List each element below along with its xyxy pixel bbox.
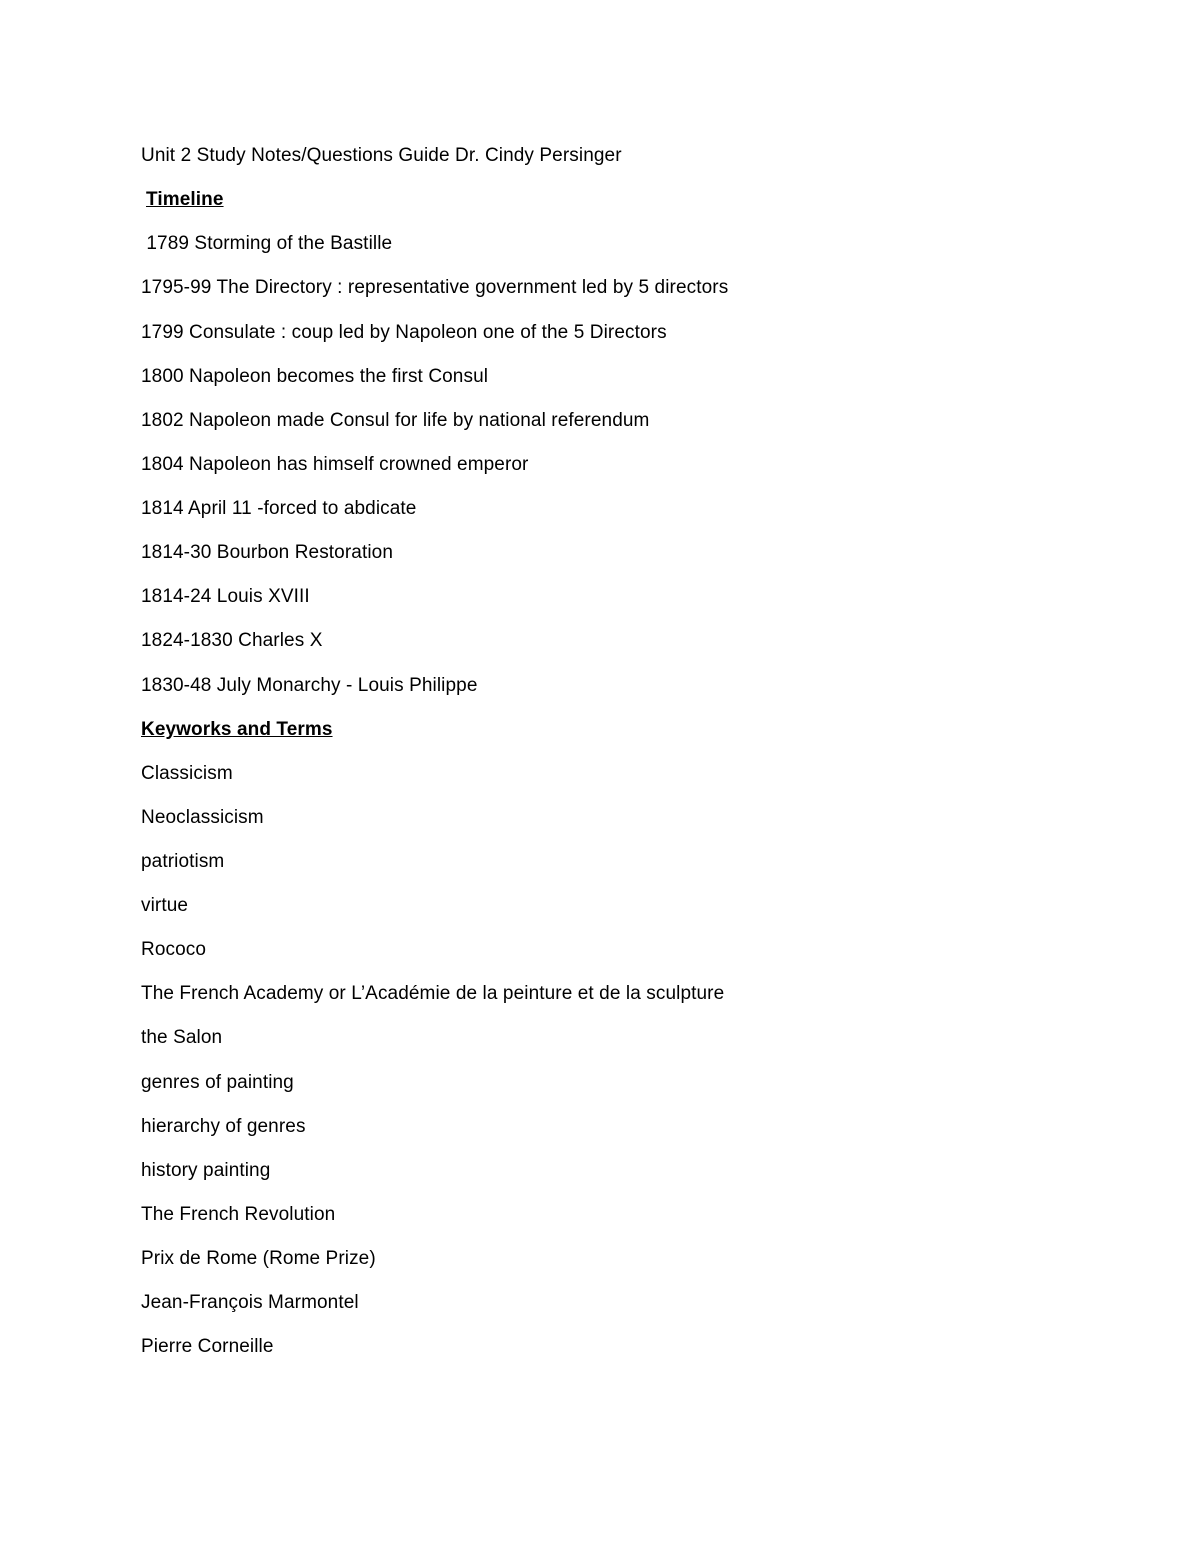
timeline-entry: 1804 Napoleon has himself crowned emperor <box>141 454 529 475</box>
keyword-item: history painting <box>141 1160 271 1181</box>
timeline-entry: 1814-24 Louis XVIII <box>141 586 310 607</box>
timeline-entry: 1814-30 Bourbon Restoration <box>141 542 393 563</box>
timeline-entry: 1799 Consulate : coup led by Napoleon one of the 5 Directors <box>141 322 667 343</box>
timeline-entry: 1802 Napoleon made Consul for life by national referendum <box>141 410 650 431</box>
keyword-item: Neoclassicism <box>141 807 264 828</box>
keyword-item: The French Academy or L’Académie de la peinture et de la sculpture <box>141 983 725 1004</box>
timeline-entry: 1789 Storming of the Bastille <box>141 233 393 254</box>
keyword-item: Jean-François Marmontel <box>141 1292 359 1313</box>
keyword-item: hierarchy of genres <box>141 1116 306 1137</box>
keyword-item: genres of painting <box>141 1072 294 1093</box>
document-title: Unit 2 Study Notes/Questions Guide Dr. Cindy Persinger <box>141 145 622 166</box>
keyword-item: the Salon <box>141 1027 223 1048</box>
timeline-entry: 1824-1830 Charles X <box>141 630 323 651</box>
timeline-entry: 1800 Napoleon becomes the first Consul <box>141 366 489 387</box>
keyword-item: Rococo <box>141 939 207 960</box>
timeline-entry: 1795-99 The Directory : representative government led by 5 directors <box>141 277 729 298</box>
keyword-item: Prix de Rome (Rome Prize) <box>141 1248 376 1269</box>
keyword-item: patriotism <box>141 851 225 872</box>
timeline-entry: 1814 April 11 -forced to abdicate <box>141 498 417 519</box>
keyword-item: The French Revolution <box>141 1204 336 1225</box>
timeline-entry: 1830-48 July Monarchy - Louis Philippe <box>141 675 478 696</box>
keyword-item: virtue <box>141 895 189 916</box>
timeline-heading: Timeline <box>146 189 224 210</box>
keyword-item: Classicism <box>141 763 233 784</box>
keyword-item: Pierre Corneille <box>141 1336 274 1357</box>
keywords-heading: Keyworks and Terms <box>141 719 333 740</box>
